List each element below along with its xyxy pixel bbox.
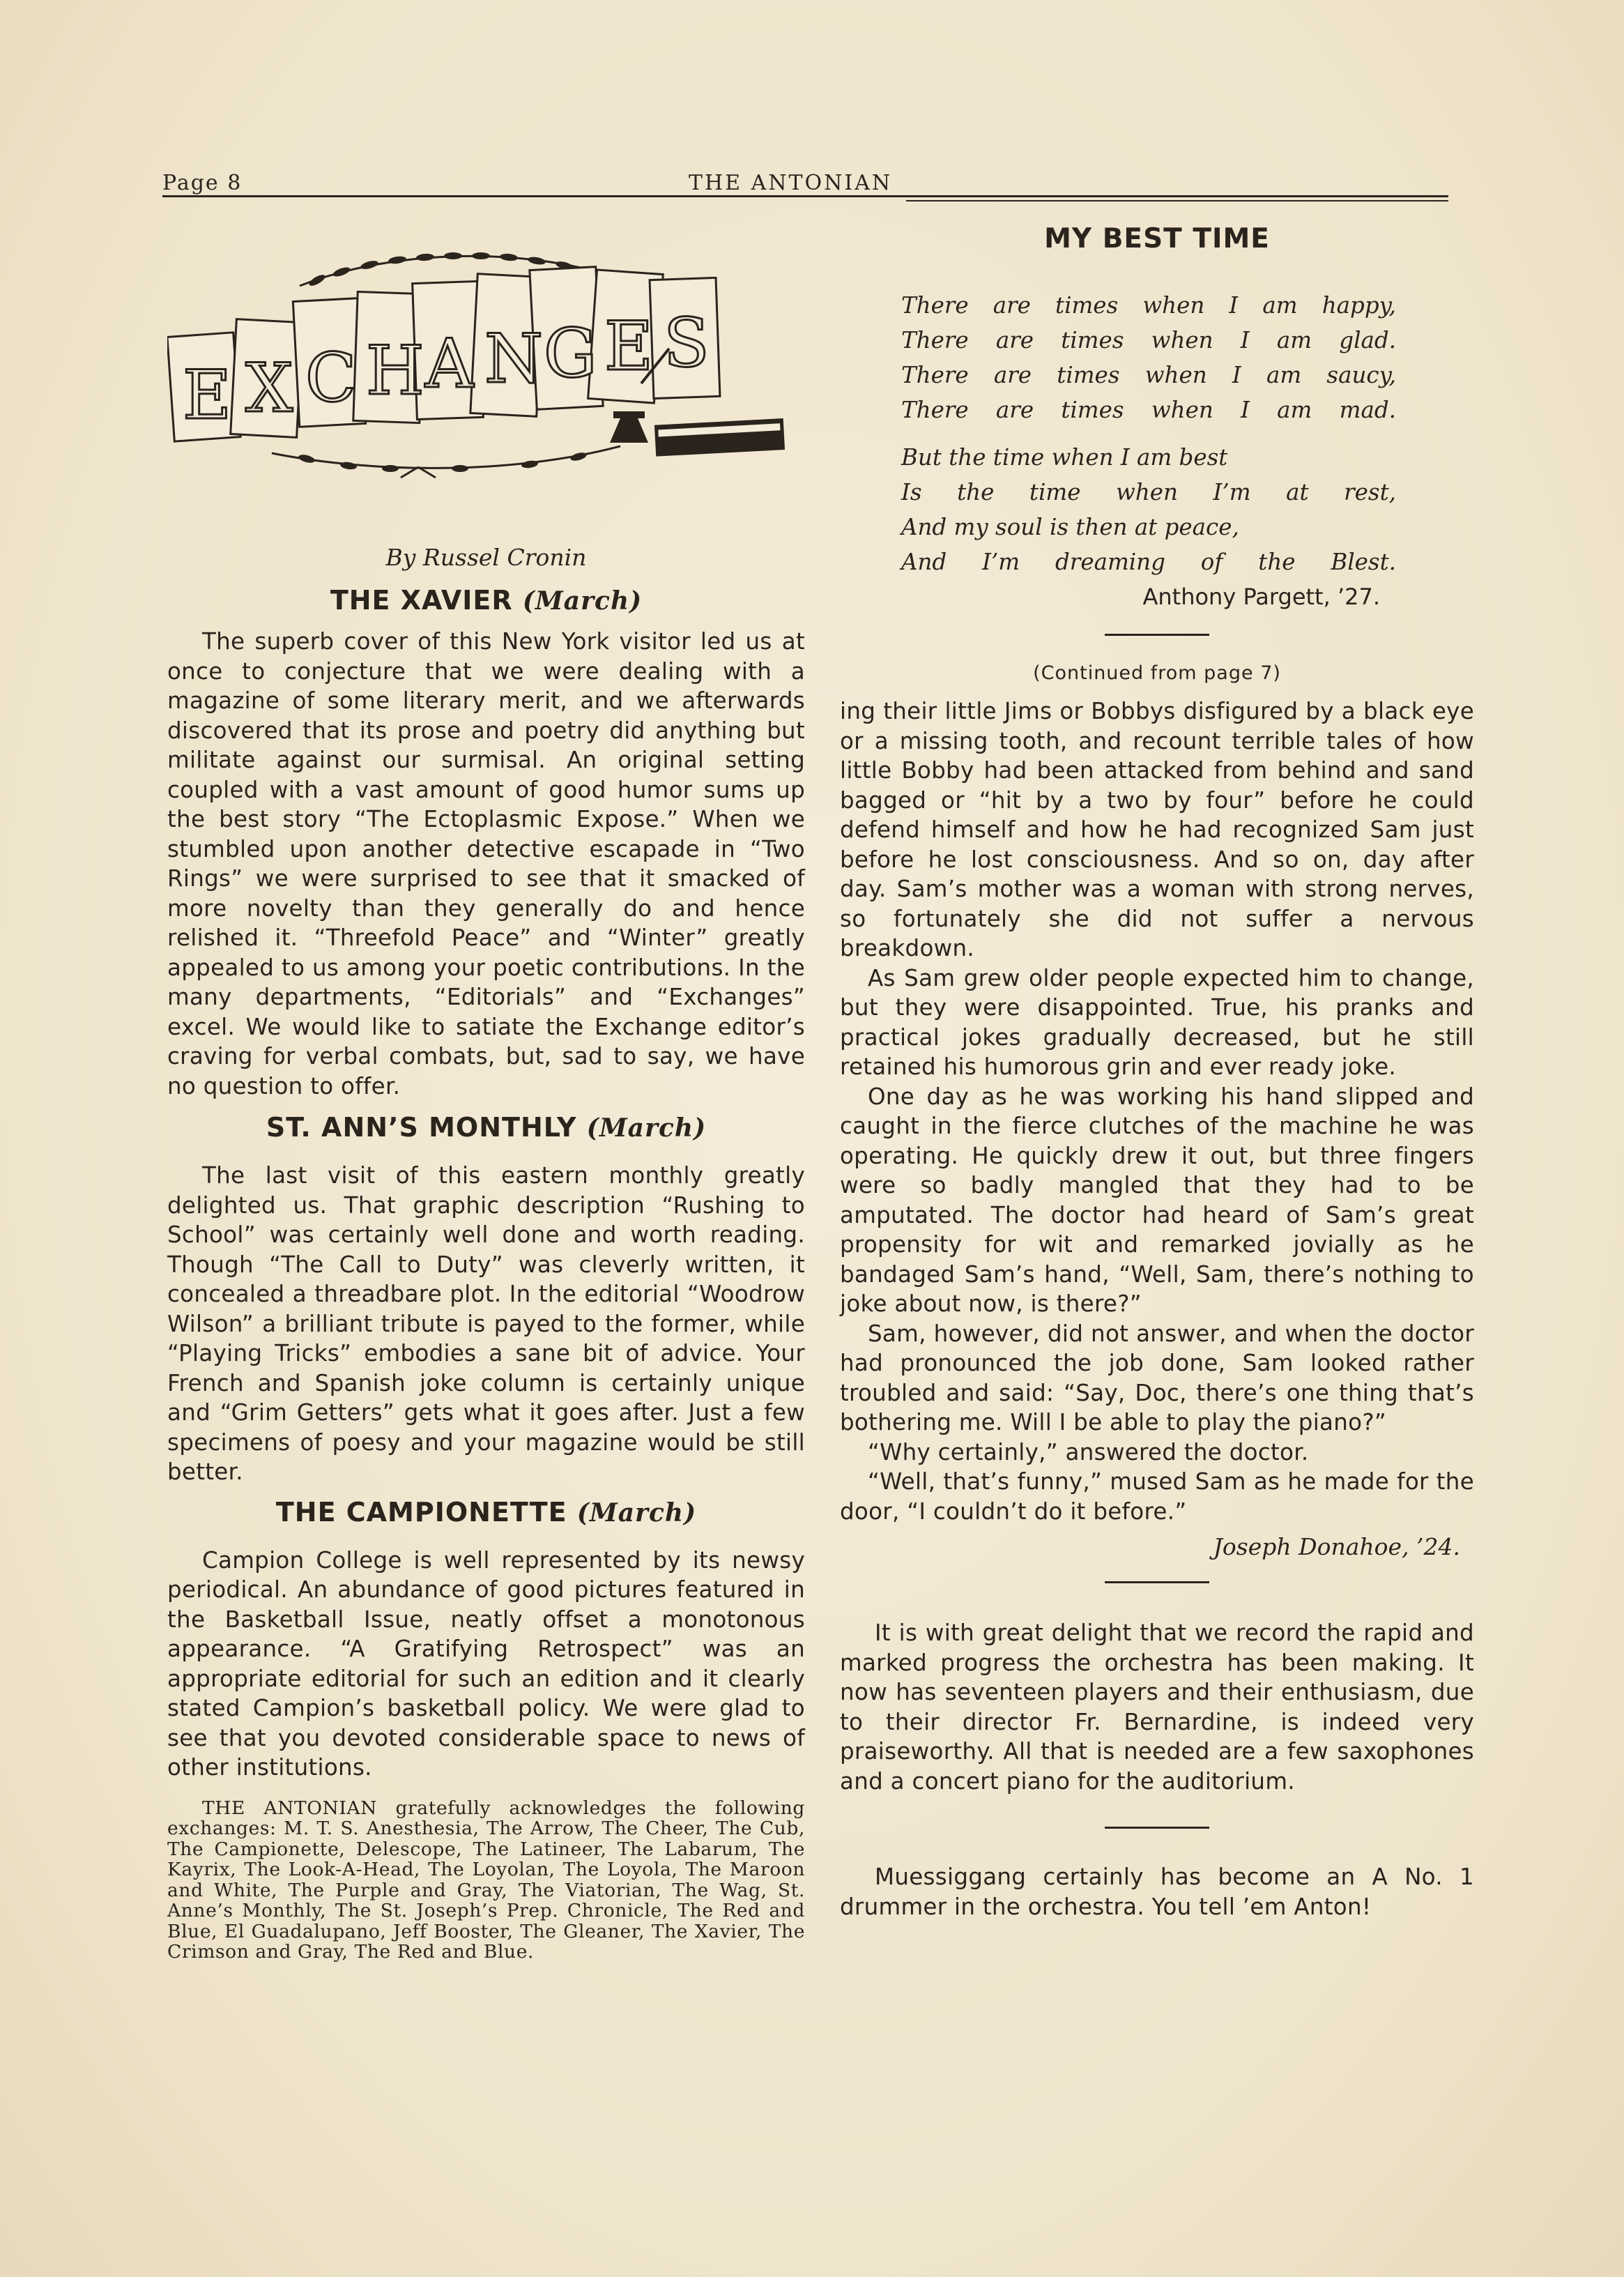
page-number: Page 8	[162, 171, 243, 195]
story-paragraph: ing their little Jims or Bobbys disfigured by a black eye or a missing tooth, and recount terrible tales of how little Bobby had been attacked from behind and sand bagged or “hit by a two by four” before he could defend himself and how he had recognized Sam just before he lost consciousness. And so on, day after day. Sam’s mother was a woman with strong nerves, so fortunately she did not suffer a nervous breakdown.	[840, 698, 1474, 961]
header-rule-double	[906, 200, 1448, 201]
poem-line: There are times when I am happy,	[901, 292, 1396, 319]
section-month: (March)	[576, 1498, 697, 1528]
paragraph-st-anns: The last visit of this eastern monthly greatly delighted us. That graphic description “Rushing to School” was certainly well done and worth reading. Though “The Call to Duty” was cleverly written, it concealed a threadbare plot. In the editorial “Woodrow Wilson” a brilliant tribute is payed to the former, while “Playing Tricks” embodies a sane bit of advice. Your French and Spanish joke column is certainly unique and “Grim Getters” gets what it goes after. Just a few specimens of poesy and your magazine would be still better.	[167, 1162, 805, 1485]
divider	[1105, 634, 1209, 636]
svg-text:X: X	[245, 349, 293, 427]
section-month: (March)	[586, 1113, 707, 1143]
continued-note: (Continued from page 7)	[1033, 662, 1281, 684]
svg-text:G: G	[544, 314, 597, 393]
svg-text:E: E	[604, 307, 654, 386]
running-head	[162, 171, 1448, 199]
poem-line: And I’m dreaming of the Blest.	[901, 549, 1396, 575]
svg-text:N: N	[484, 320, 543, 398]
svg-text:C: C	[305, 339, 357, 417]
poem-line: There are times when I am mad.	[901, 397, 1396, 423]
section-title-st-anns	[167, 1112, 805, 1143]
poem-line: There are times when I am saucy,	[901, 362, 1396, 388]
divider	[1105, 1827, 1209, 1829]
drummer-note: Muessiggang certainly has become an A No. 1 drummer in the orchestra. You tell ’em Anton!	[840, 1864, 1474, 1920]
byline: By Russel Cronin	[385, 544, 587, 571]
paragraph-xavier: The superb cover of this New York visitor led us at once to conjecture that we were dealing with a magazine of some literary merit, and we afterwards discovered that its prose and poetry did anything but militate against our surmisal. An original setting coupled with a vast amount of good humor sums up the best story “The Ectoplasmic Expose.” When we stumbled upon another detective escapade in “Two Rings” we were surprised to see that it smacked of more novelty than they generally do and hence relished it. “Threefold Peace” and “Winter” greatly appealed to us among your poetic contributions. In the many departments, “Editorials” and “Exchanges” excel. We would like to satiate the Exchange editor’s craving for verbal combats, but, sad to say, we have no question to offer.	[167, 628, 805, 1099]
story-paragraph: One day as he was working his hand slipped and caught in the fierce clutches of the machine he was operating. He quickly drew it out, but three fingers were so badly mangled that they had to be amputated. The doctor had heard of Sam’s great propensity for wit and remarked jovially as he bandaged Sam’s hand, “Well, Sam, there’s nothing to joke about now, is there?”	[840, 1083, 1474, 1317]
section-title-text: ST. ANN’S MONTHLY	[266, 1112, 577, 1143]
story-paragraph: “Well, that’s funny,” mused Sam as he made for the door, “I couldn’t do it before.”	[840, 1468, 1474, 1525]
stanza-2	[901, 440, 1396, 579]
section-title-campionette	[167, 1497, 805, 1528]
svg-text:H: H	[366, 332, 424, 410]
exchanges-logo-art	[167, 244, 795, 481]
story-paragraph: Sam, however, did not answer, and when the doctor had pronounced the job done, Sam looked rather troubled and said: “Say, Doc, there’s one thing that’s bothering me. Will I be able to play the piano?”	[840, 1320, 1474, 1436]
left-column	[167, 244, 805, 1963]
poem-title: MY BEST TIME	[1044, 223, 1270, 254]
story-paragraph: “Why certainly,” answered the doctor.	[868, 1438, 1309, 1465]
poem-line: But the time when I am best	[901, 444, 1228, 471]
poem-line: Is the time when I’m at rest,	[901, 479, 1396, 505]
publication-title: THE ANTONIAN	[689, 171, 893, 195]
poem	[901, 288, 1396, 579]
exchanges-logo	[167, 244, 795, 481]
poem-author: Anthony Pargett, ’27.	[1142, 584, 1380, 610]
paragraph-campionette: Campion College is well represented by its newsy periodical. An abundance of good pictures featured in the Basketball Issue, neatly offset a monotonous appearance. “A Gratifying Retrospect” was an appropriate editorial for such an edition and it clearly stated Campion’s basketball policy. We were glad to see that you devoted considerable space to news of other institutions.	[167, 1546, 805, 1781]
story	[840, 696, 1474, 1526]
stanza-1	[901, 288, 1396, 427]
section-title-text: THE CAMPIONETTE	[275, 1496, 567, 1528]
poem-line: And my soul is then at peace,	[901, 514, 1239, 540]
poem-line: There are times when I am glad.	[901, 327, 1396, 353]
section-month: (March)	[522, 586, 643, 616]
story-paragraph: As Sam grew older people expected him to change, but they were disappointed. True, his pranks and practical jokes gradually decreased, but he still retained his humorous grin and ever ready joke.	[840, 964, 1474, 1080]
svg-text:A: A	[425, 325, 474, 403]
divider	[1105, 1581, 1209, 1583]
section-title-xavier	[167, 585, 805, 616]
section-title-text: THE XAVIER	[330, 585, 513, 616]
header-rule	[162, 195, 1448, 197]
svg-text:E: E	[183, 356, 232, 434]
orchestra-note: It is with great delight that we record the rapid and marked progress the orchestra has been making. It now has seventeen players and their enthusiasm, due to their director Fr. Bernardine, is indeed very praiseworthy. All that is needed are a few saxophones and a concert piano for the auditorium.	[840, 1620, 1474, 1795]
svg-text:S: S	[664, 304, 710, 382]
story-author: Joseph Donahoe, ’24.	[1213, 1533, 1460, 1560]
acknowledgment: THE ANTONIAN gratefully acknowledges the following exchanges: M. T. S. Anesthesia, The Arrow, The Cheer, The Cub, The Campionette, Delescope, The Latineer, The Labarum, The Kayrix, The Look-A-Head, The Loyolan, The Loyola, The Maroon and White, The Purple and Gray, The Viatorian, The Wag, St. Anne’s Monthly, The St. Joseph’s Prep. Chronicle, The Red and Blue, El Guadalupano, Jeff Booster, The Gleaner, The Xavier, The Crimson and Gray, The Red and Blue.	[167, 1797, 805, 1963]
right-column	[840, 223, 1474, 1921]
